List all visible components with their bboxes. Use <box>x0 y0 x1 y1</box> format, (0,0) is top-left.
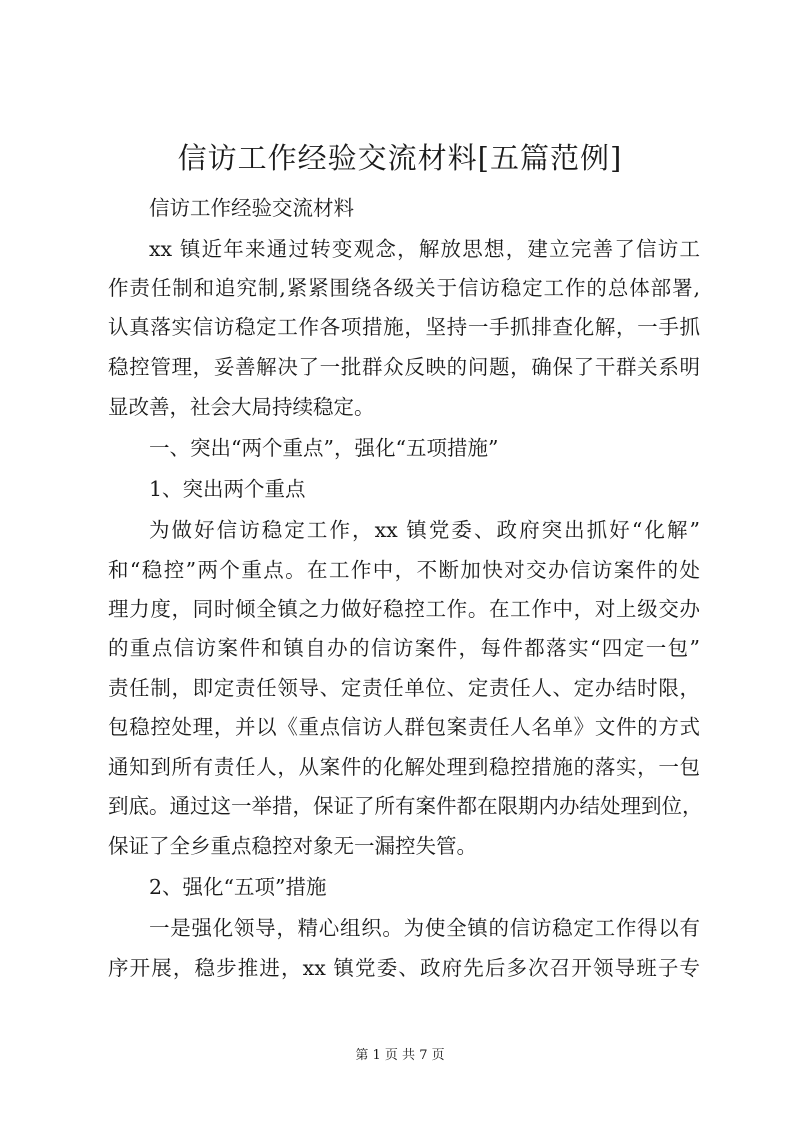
text-line: 保证了全乡重点稳控对象无一漏控失管。 <box>108 834 477 858</box>
text-line: 通知到所有责任人，从案件的化解处理到稳控措施的落实，一包 <box>108 755 700 779</box>
text-line: 序开展，稳步推进，xx 镇党委、政府先后多次召开领导班子专 <box>108 956 700 980</box>
text-line: 一是强化领导，精心组织。为使全镇的信访稳定工作得以有 <box>149 916 700 940</box>
text-line: 的重点信访案件和镇自办的信访案件，每件都落实“四定一包” <box>108 636 700 660</box>
text-line: 稳控管理，妥善解决了一批群众反映的问题，确保了干群关系明 <box>108 355 700 379</box>
text-line: 理力度，同时倾全镇之力做好稳控工作。在工作中，对上级交办 <box>108 597 700 621</box>
text-line: xx 镇近年来通过转变观念，解放思想，建立完善了信访工 <box>149 237 700 261</box>
subsection-heading: 1、突出两个重点 <box>149 477 306 501</box>
text-line-subtitle: 信访工作经验交流材料 <box>149 196 354 220</box>
text-line: 和“稳控”两个重点。在工作中，不断加快对交办信访案件的处 <box>108 558 700 582</box>
section-heading: 一、突出“两个重点”，强化“五项措施” <box>149 436 499 460</box>
page-footer: 第 1 页 共 7 页 <box>355 1048 445 1063</box>
text-line: 为做好信访稳定工作，xx 镇党委、政府突出抓好“化解” <box>149 518 700 542</box>
text-line: 作责任制和追究制,紧紧围绕各级关于信访稳定工作的总体部署, <box>108 276 700 300</box>
text-line: 到底。通过这一举措，保证了所有案件都在限期内办结处理到位， <box>108 794 703 818</box>
subsection-heading: 2、强化“五项”措施 <box>149 875 327 899</box>
text-line: 包稳控处理，并以《重点信访人群包案责任人名单》文件的方式 <box>108 715 700 739</box>
text-line: 责任制，即定责任领导、定责任单位、定责任人、定办结时限， <box>108 676 700 700</box>
text-line: 认真落实信访稳定工作各项措施，坚持一手抓排查化解，一手抓 <box>108 315 700 339</box>
text-line: 显改善，社会大局持续稳定。 <box>108 395 375 419</box>
document-title: 信访工作经验交流材料[五篇范例] <box>177 141 623 175</box>
